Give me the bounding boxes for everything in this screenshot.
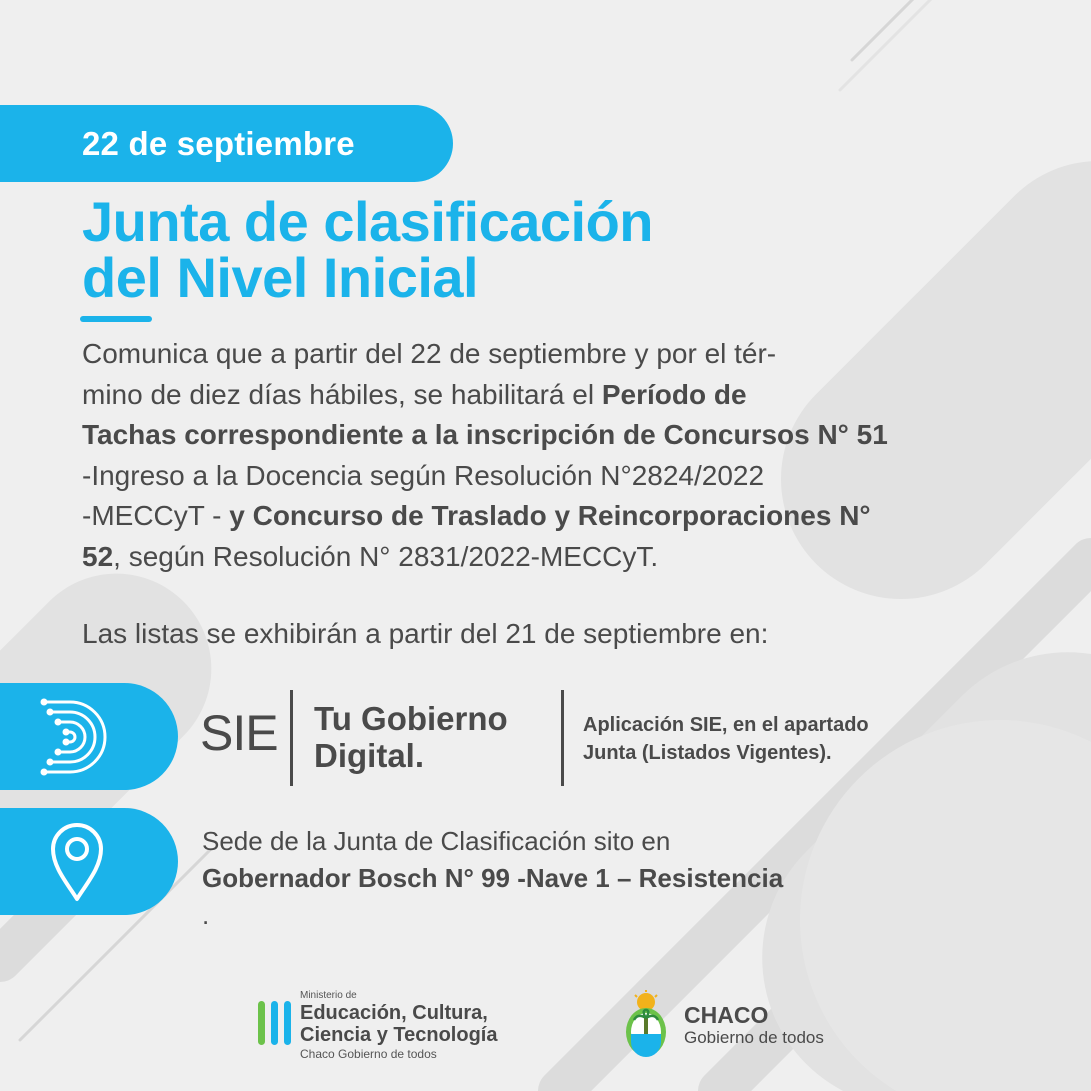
body-line-3-bold: Tachas correspondiente a la inscripción de Concursos N° 51 [82,419,888,450]
app-description [583,711,869,767]
brand-line-1: Tu Gobierno [314,700,508,737]
title-underline [80,316,152,322]
app-line-2: Junta (Listados Vigentes). [583,742,832,764]
tu-gobierno-digital-logo [314,700,508,774]
body-line-6-bold: 52 [82,540,114,572]
location-pin-icon [49,821,105,903]
title-line-2: del Nivel Inicial [82,246,479,309]
date-pill [0,105,453,182]
brand-line-2: Digital. [314,737,425,774]
location-period: . [202,900,210,930]
ministry-bars-icon [258,1001,292,1045]
body-line-6: , según Resolución N° 2831/2022-MECCyT. [113,540,659,572]
ministry-line-2: Ciencia y Tecnología [300,1024,498,1046]
announcement-body [82,334,1017,577]
chaco-crest-icon [618,990,674,1060]
body-line-2-bold: Período de [601,378,747,410]
sie-logo-text: SIE [200,705,278,761]
body-line-4: -Ingreso a la Docencia según Resolución N°2824/2022 [82,459,765,491]
chaco-name: CHACO [684,1002,769,1028]
app-line-1: Aplicación SIE, en el apartado [583,714,869,736]
ministry-line-1: Educación, Cultura, [300,1002,488,1024]
chaco-subtitle: Gobierno de todos [684,1028,824,1047]
body-line-5-bold: y Concurso de Traslado y Reincorporaciones N° [229,500,871,531]
ministry-foot: Chaco Gobierno de todos [300,1047,437,1061]
page-title [82,190,653,309]
title-line-1: Junta de clasificación [82,190,653,253]
body-line-1: Comunica que a partir del 22 de septiembre y por el tér- [82,338,777,369]
location-icon-pill [0,808,178,915]
ministry-small-label: Ministerio de [300,990,357,1001]
location-line-1: Sede de la Junta de Clasificación sito en [202,826,671,856]
location-text [202,823,783,934]
body-line-5: -MECCyT - [82,500,230,531]
date-label: 22 de septiembre [82,124,355,162]
divider-1 [290,690,293,786]
body-line-2: mino de diez días hábiles, se habilitará el [82,378,602,410]
location-address: Gobernador Bosch N° 99 -Nave 1 – Resistencia [202,863,784,893]
sie-icon-pill [0,683,178,790]
lists-intro: Las listas se exhibirán a partir del 21 de septiembre en: [82,618,769,649]
divider-2 [561,690,564,786]
fingerprint-circuit-icon [40,696,114,778]
